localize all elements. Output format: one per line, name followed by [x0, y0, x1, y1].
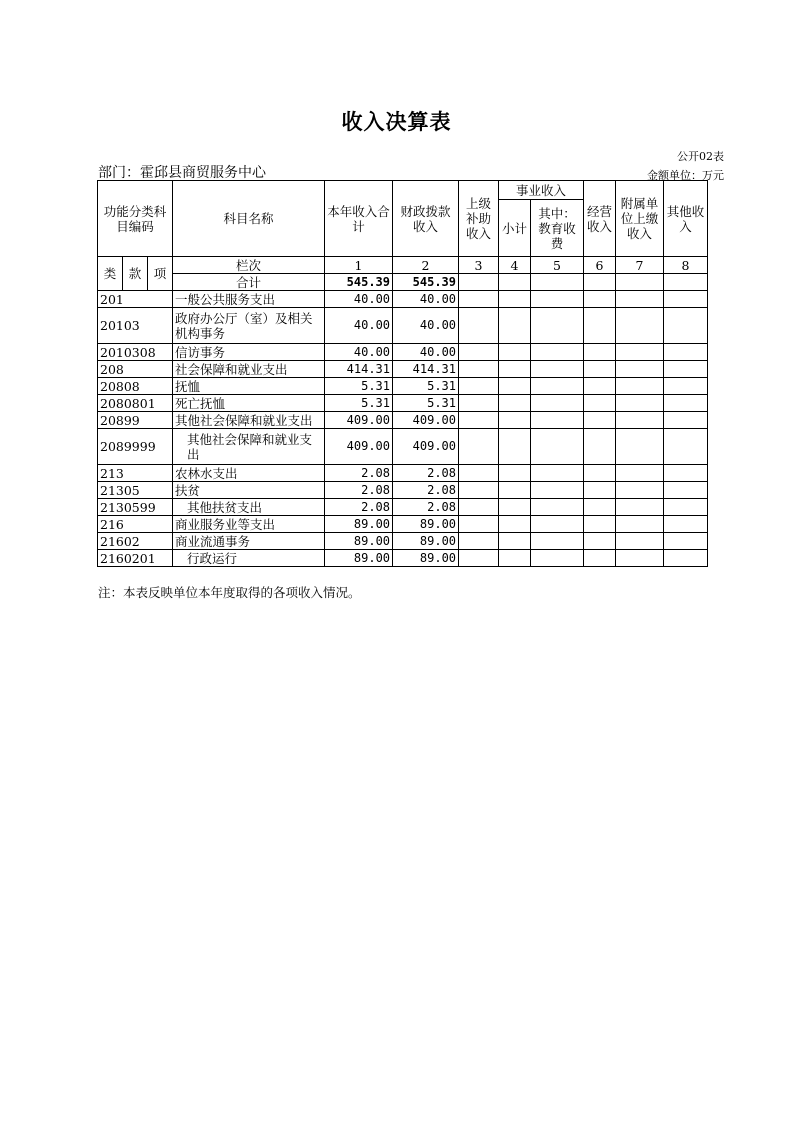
- header-lanci: 栏次: [173, 257, 325, 274]
- header-subtotal: 小计: [499, 200, 531, 257]
- row-total: 2.08: [325, 465, 393, 482]
- table-row: [98, 344, 708, 361]
- row-name: 商业流通事务: [173, 533, 325, 550]
- table-row: [98, 516, 708, 533]
- header-total: 本年收入合计: [325, 181, 393, 257]
- row-name: 农林水支出: [173, 465, 325, 482]
- header-kuan: 款: [123, 257, 148, 291]
- sum-fiscal: 545.39: [393, 274, 459, 291]
- row-name: 死亡抚恤: [173, 395, 325, 412]
- table-row: [98, 412, 708, 429]
- row-code: 20808: [98, 378, 173, 395]
- row-total: 89.00: [325, 550, 393, 567]
- row-total: 5.31: [325, 378, 393, 395]
- header-superior: 上级补助收入: [459, 181, 499, 257]
- header-affiliated: 附属单位上缴收入: [616, 181, 664, 257]
- row-code: 208: [98, 361, 173, 378]
- table-row: [98, 395, 708, 412]
- table-row: [98, 429, 708, 465]
- header-lei: 类: [98, 257, 123, 291]
- row-total: 409.00: [325, 412, 393, 429]
- row-total: 89.00: [325, 516, 393, 533]
- table-row: [98, 550, 708, 567]
- row-code: 2089999: [98, 429, 173, 465]
- row-code: 2160201: [98, 550, 173, 567]
- row-fiscal: 89.00: [393, 550, 459, 567]
- row-fiscal: 5.31: [393, 378, 459, 395]
- row-total: 2.08: [325, 499, 393, 516]
- row-total: 89.00: [325, 533, 393, 550]
- header-edu: 其中：教育收费: [531, 200, 584, 257]
- row-name: 抚恤: [173, 378, 325, 395]
- row-fiscal: 409.00: [393, 412, 459, 429]
- table-row: [98, 465, 708, 482]
- table-row: [98, 533, 708, 550]
- col-num-2: 2: [393, 257, 459, 274]
- header-name: 科目名称: [173, 181, 325, 257]
- col-num-7: 7: [616, 257, 664, 274]
- row-code: 2130599: [98, 499, 173, 516]
- row-code: 20899: [98, 412, 173, 429]
- row-fiscal: 40.00: [393, 344, 459, 361]
- row-name: 社会保障和就业支出: [173, 361, 325, 378]
- row-fiscal: 89.00: [393, 533, 459, 550]
- table-row: [98, 482, 708, 499]
- table-row: [98, 308, 708, 344]
- row-fiscal: 409.00: [393, 429, 459, 465]
- row-fiscal: 5.31: [393, 395, 459, 412]
- row-code: 216: [98, 516, 173, 533]
- row-fiscal: 414.31: [393, 361, 459, 378]
- col-num-8: 8: [664, 257, 708, 274]
- footnote: 注：本表反映单位本年度取得的各项收入情况。: [98, 585, 361, 600]
- table-row: [98, 378, 708, 395]
- row-total: 2.08: [325, 482, 393, 499]
- header-row-1: [98, 181, 708, 200]
- department-label: 部门：霍邱县商贸服务中心: [98, 165, 266, 181]
- row-fiscal: 2.08: [393, 482, 459, 499]
- header-operating: 经营收入: [584, 181, 616, 257]
- header-fiscal: 财政拨款收入: [393, 181, 459, 257]
- row-name: 一般公共服务支出: [173, 291, 325, 308]
- page-title: 收入决算表: [341, 109, 452, 134]
- row-total: 414.31: [325, 361, 393, 378]
- row-name: 信访事务: [173, 344, 325, 361]
- row-name: 扶贫: [173, 482, 325, 499]
- row-code: 2010308: [98, 344, 173, 361]
- row-code: 21602: [98, 533, 173, 550]
- table-row: [98, 499, 708, 516]
- sum-label: 合计: [173, 274, 325, 291]
- col-num-4: 4: [499, 257, 531, 274]
- row-total: 5.31: [325, 395, 393, 412]
- table-row: [98, 361, 708, 378]
- header-xiang: 项: [148, 257, 173, 291]
- header-other: 其他收入: [664, 181, 708, 257]
- header-business: 事业收入: [499, 181, 584, 200]
- col-num-3: 3: [459, 257, 499, 274]
- row-fiscal: 40.00: [393, 291, 459, 308]
- row-total: 409.00: [325, 429, 393, 465]
- row-total: 40.00: [325, 308, 393, 344]
- row-code: 2080801: [98, 395, 173, 412]
- sum-total: 545.39: [325, 274, 393, 291]
- form-number: 公开02表: [677, 150, 724, 163]
- row-name: 商业服务业等支出: [173, 516, 325, 533]
- row-name: 其他社会保障和就业支出: [173, 412, 325, 429]
- header-row-3: [98, 257, 708, 274]
- row-code: 21305: [98, 482, 173, 499]
- row-code: 20103: [98, 308, 173, 344]
- table-row: [98, 291, 708, 308]
- col-num-5: 5: [531, 257, 584, 274]
- row-fiscal: 2.08: [393, 499, 459, 516]
- row-fiscal: 2.08: [393, 465, 459, 482]
- col-num-1: 1: [325, 257, 393, 274]
- row-name: 其他社会保障和就业支出: [173, 429, 325, 465]
- row-name: 其他扶贫支出: [173, 499, 325, 516]
- header-code: 功能分类科目编码: [98, 181, 173, 257]
- row-name: 行政运行: [173, 550, 325, 567]
- row-fiscal: 40.00: [393, 308, 459, 344]
- row-fiscal: 89.00: [393, 516, 459, 533]
- income-table: [97, 180, 708, 567]
- row-name: 政府办公厅（室）及相关机构事务: [173, 308, 325, 344]
- col-num-6: 6: [584, 257, 616, 274]
- row-total: 40.00: [325, 291, 393, 308]
- row-total: 40.00: [325, 344, 393, 361]
- sum-row: [98, 274, 708, 291]
- row-code: 213: [98, 465, 173, 482]
- unit-label: 金额单位：万元: [647, 169, 724, 182]
- row-code: 201: [98, 291, 173, 308]
